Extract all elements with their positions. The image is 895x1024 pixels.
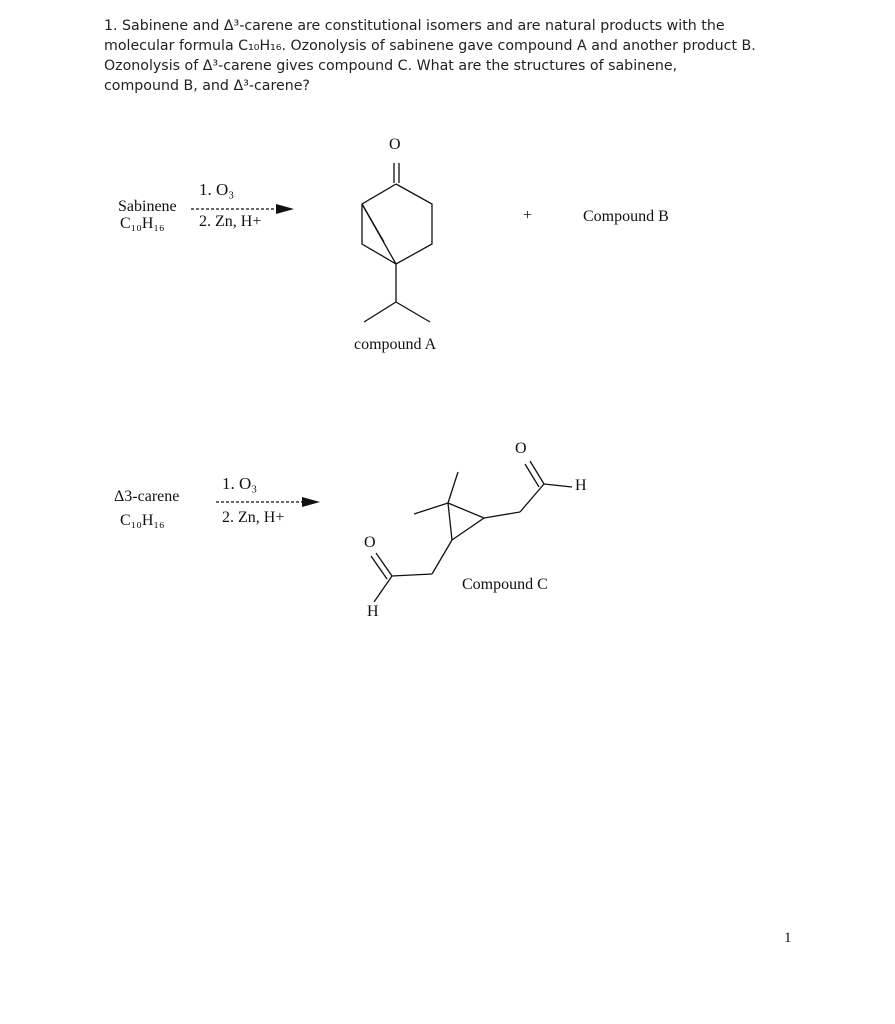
reaction1-reactant-name: Sabinene <box>118 198 177 215</box>
compound-a-label: compound A <box>354 336 437 353</box>
reaction1-step2: 2. Zn, H+ <box>199 213 262 230</box>
question-line-3: Ozonolysis of Δ³-carene gives compound C. What are the structures of sabinene, <box>104 58 678 74</box>
compound-a-oxygen-atom: O <box>389 136 401 153</box>
reaction2-step1: 1. O₃ <box>222 474 258 493</box>
compound-c-label: Compound C <box>462 576 548 593</box>
question-line-4: compound B, and Δ³-carene? <box>104 78 310 94</box>
reaction1-arrowhead <box>276 204 294 214</box>
compound-b-label: Compound B <box>583 208 669 225</box>
compound-a-structure <box>362 163 432 322</box>
reaction1-reactant-formula: C₁₀H₁₆ <box>120 215 165 232</box>
reaction2-reactant-name: Δ3-carene <box>114 488 180 505</box>
compound-c-hydrogen-atom-top: H <box>575 477 587 494</box>
question-line-2: molecular formula C₁₀H₁₆. Ozonolysis of sabinene gave compound A and another product B. <box>104 38 756 54</box>
compound-c-oxygen-atom-top: O <box>515 440 527 457</box>
question-line-1: 1. Sabinene and Δ³-carene are constitutional isomers and are natural products with the <box>104 18 725 34</box>
plus-sign: + <box>523 207 533 224</box>
reaction2-arrowhead <box>302 497 320 507</box>
reaction2-reactant-formula: C₁₀H₁₆ <box>120 512 165 529</box>
compound-c-hydrogen-atom-left: H <box>367 603 379 620</box>
compound-c-oxygen-atom-left: O <box>364 534 376 551</box>
page-number: 1 <box>784 930 792 946</box>
reaction1-step1: 1. O₃ <box>199 180 235 199</box>
reaction2-step2: 2. Zn, H+ <box>222 509 285 526</box>
